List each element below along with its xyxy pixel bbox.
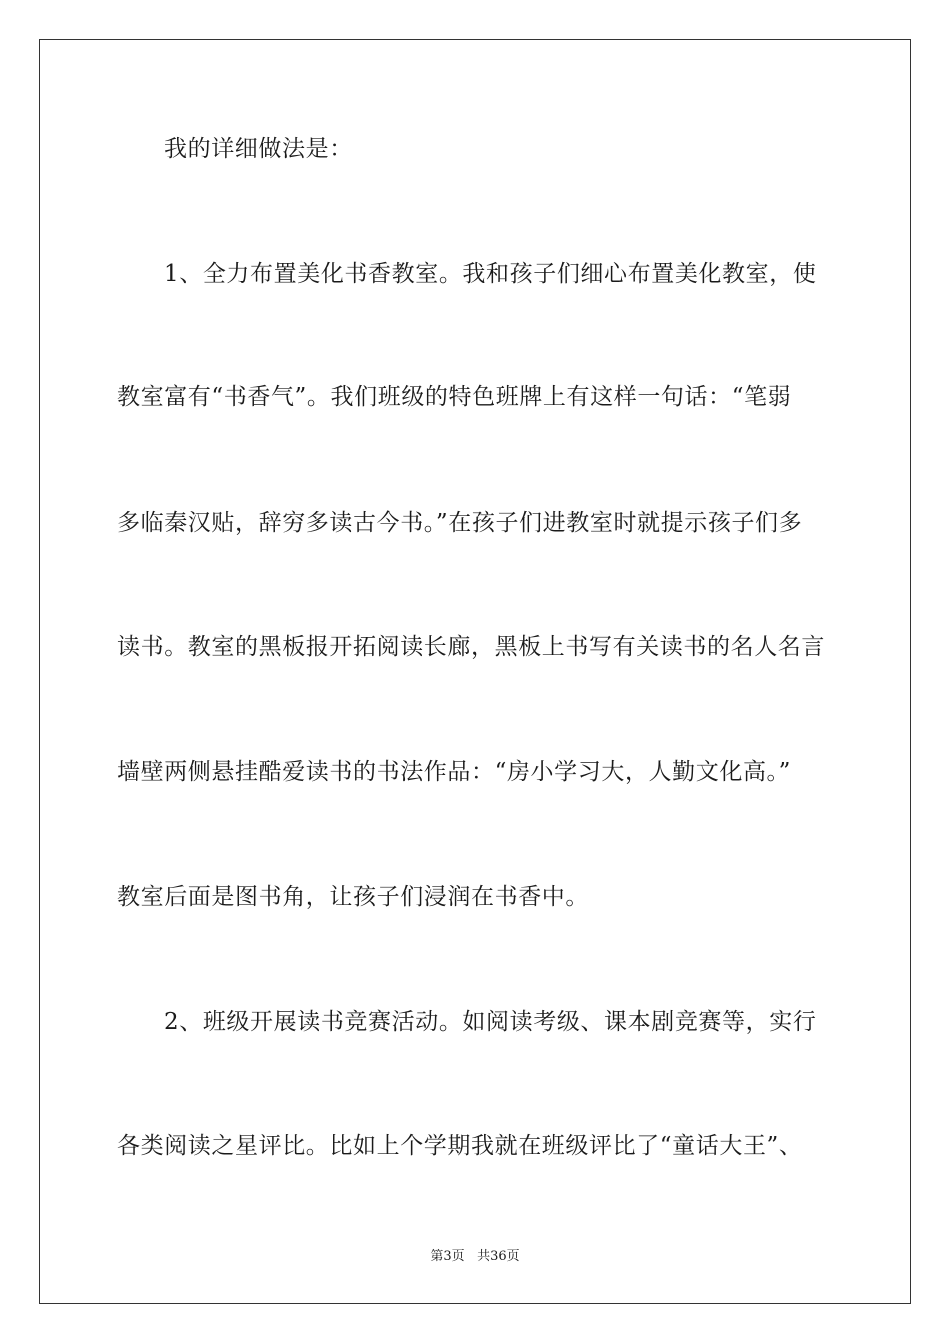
paragraph-1-line-1: 1、全力布置美化书香教室。我和孩子们细心布置美化教室，使	[164, 261, 817, 287]
paragraph-intro-line: 我的详细做法是：	[164, 136, 353, 162]
page-number: 第3页	[430, 1249, 465, 1264]
paragraph-2-line-1: 2、班级开展读书竞赛活动。如阅读考级、课本剧竞赛等，实行	[164, 1009, 817, 1035]
paragraph-2-line-2: 各类阅读之星评比。比如上个学期我就在班级评比了“童话大王”、	[117, 1133, 803, 1159]
page-footer	[0, 1248, 950, 1266]
paragraph-1-line-3: 多临秦汉贴，辞穷多读古今书。”在孩子们进教室时就提示孩子们多	[117, 510, 803, 536]
page-total: 共36页	[477, 1249, 520, 1264]
paragraph-1-line-6: 教室后面是图书角，让孩子们浸润在书香中。	[117, 884, 589, 910]
paragraph-1-line-5: 墙壁两侧悬挂酷爱读书的书法作品：“房小学习大，人勤文化高。”	[117, 759, 792, 785]
page-border	[39, 39, 911, 1304]
paragraph-1-line-4: 读书。教室的黑板报开拓阅读长廊，黑板上书写有关读书的名人名言	[117, 634, 825, 660]
paragraph-1-line-2: 教室富有“书香气”。我们班级的特色班牌上有这样一句话：“笔弱	[117, 384, 792, 410]
